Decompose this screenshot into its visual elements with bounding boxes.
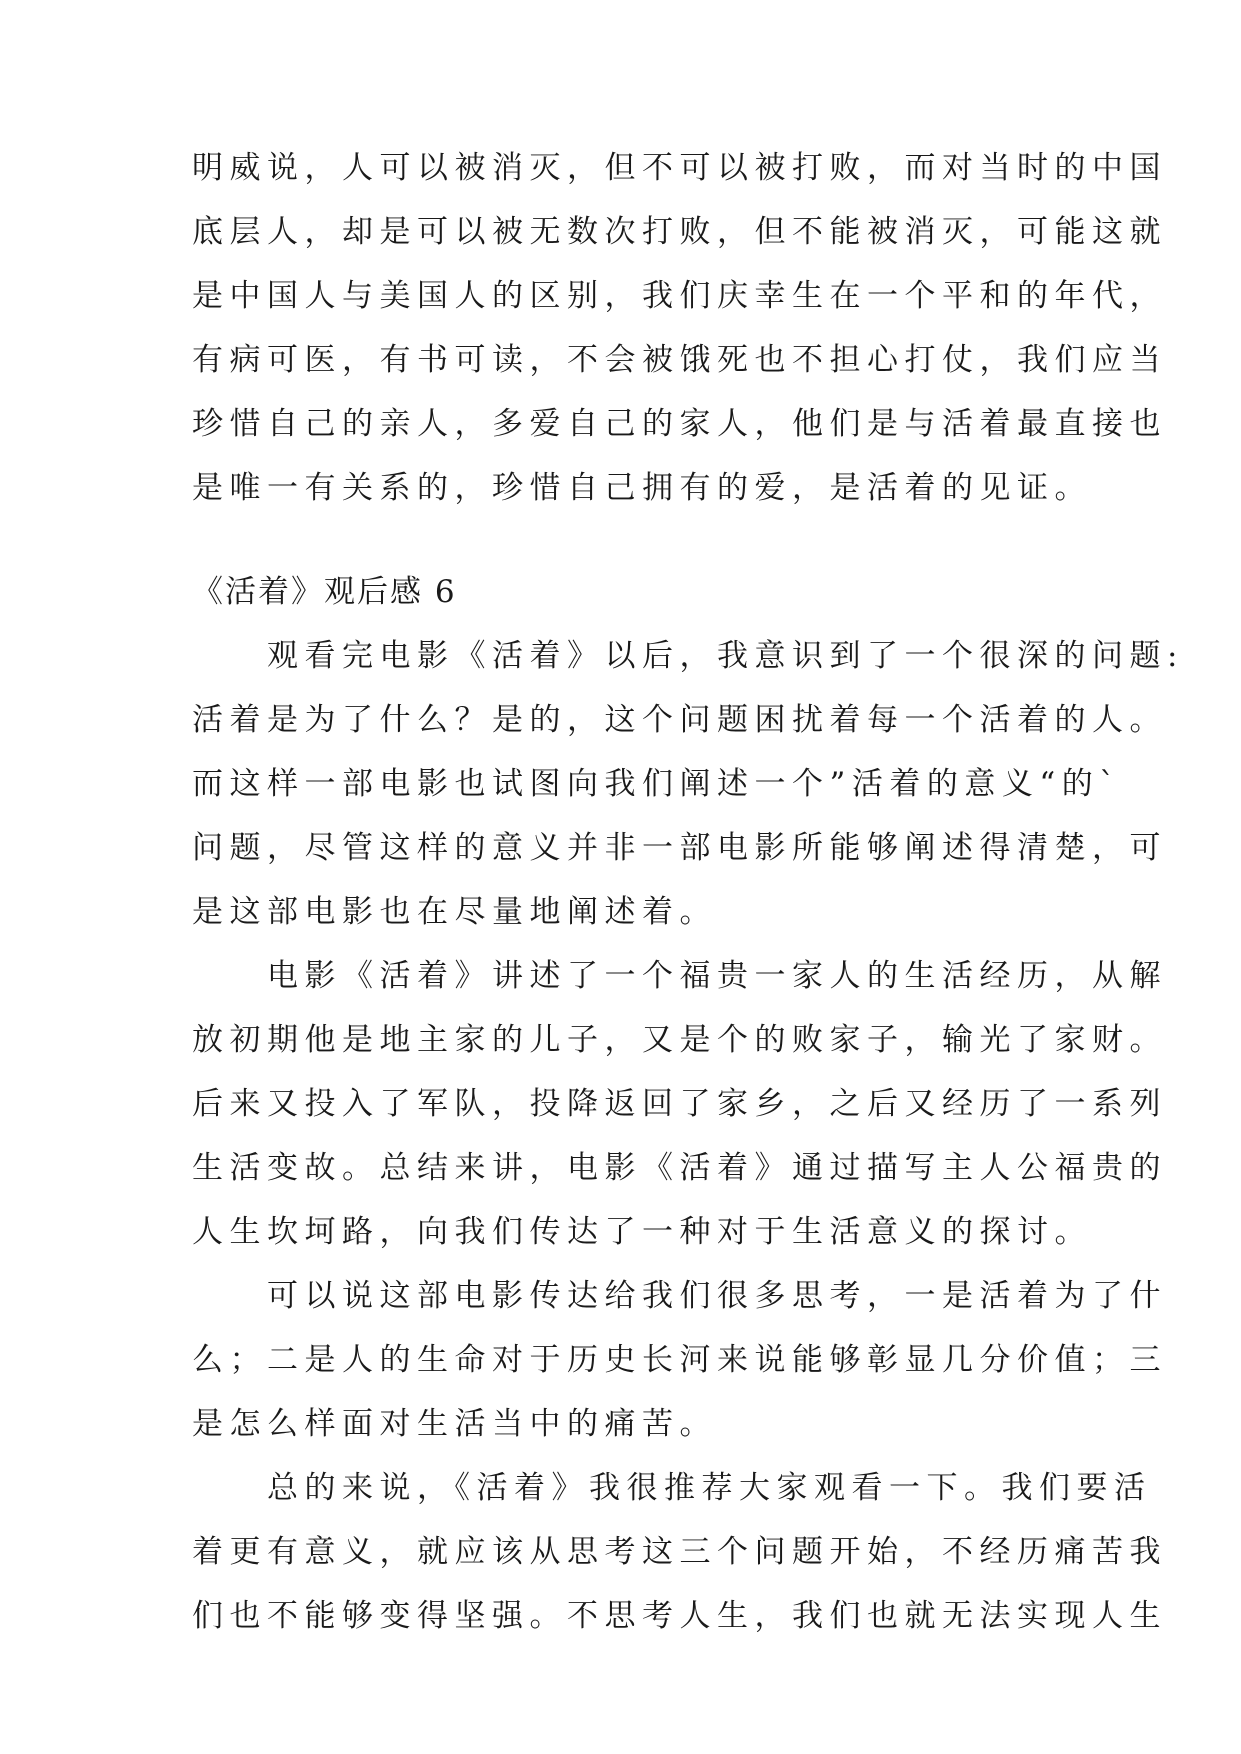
text-line: 而这样一部电影也试图向我们阐述一个”活着的意义“的` bbox=[192, 766, 1122, 802]
text-line: 是唯一有关系的，珍惜自己拥有的爱，是活着的见证。 bbox=[192, 470, 1092, 506]
text-line: 观看完电影《活着》以后，我意识到了一个很深的问题: bbox=[192, 638, 1184, 674]
text-line: 生活变故。总结来讲，电影《活着》通过描写主人公福贵的 bbox=[192, 1150, 1167, 1186]
text-line: 么；二是人的生命对于历史长河来说能够彰显几分价值；三 bbox=[192, 1342, 1167, 1378]
text-line: 们也不能够变得坚强。不思考人生，我们也就无法实现人生 bbox=[192, 1598, 1167, 1634]
text-line: 问题，尽管这样的意义并非一部电影所能够阐述得清楚，可 bbox=[192, 830, 1167, 866]
text-line: 是这部电影也在尽量地阐述着。 bbox=[192, 894, 717, 930]
text-line: 有病可医，有书可读，不会被饿死也不担心打仗，我们应当 bbox=[192, 342, 1167, 378]
text-line: 活着是为了什么？是的，这个问题困扰着每一个活着的人。 bbox=[192, 702, 1167, 738]
text-line: 是中国人与美国人的区别，我们庆幸生在一个平和的年代， bbox=[192, 278, 1167, 314]
text-line: 总的来说，《活着》我很推荐大家观看一下。我们要活 bbox=[192, 1470, 1152, 1506]
text-line: 珍惜自己的亲人，多爱自己的家人，他们是与活着最直接也 bbox=[192, 406, 1167, 442]
text-line: 人生坎坷路，向我们传达了一种对于生活意义的探讨。 bbox=[192, 1214, 1092, 1250]
section-heading: 《活着》观后感 6 bbox=[192, 574, 457, 610]
text-line: 底层人，却是可以被无数次打败，但不能被消灭，可能这就 bbox=[192, 214, 1167, 250]
text-line: 着更有意义，就应该从思考这三个问题开始，不经历痛苦我 bbox=[192, 1534, 1167, 1570]
text-line: 是怎么样面对生活当中的痛苦。 bbox=[192, 1406, 717, 1442]
text-line: 可以说这部电影传达给我们很多思考，一是活着为了什 bbox=[192, 1278, 1167, 1314]
text-line: 电影《活着》讲述了一个福贵一家人的生活经历，从解 bbox=[192, 958, 1167, 994]
text-line: 明威说，人可以被消灭，但不可以被打败，而对当时的中国 bbox=[192, 150, 1167, 186]
text-line: 后来又投入了军队，投降返回了家乡，之后又经历了一系列 bbox=[192, 1086, 1167, 1122]
text-line: 放初期他是地主家的儿子，又是个的败家子，输光了家财。 bbox=[192, 1022, 1167, 1058]
